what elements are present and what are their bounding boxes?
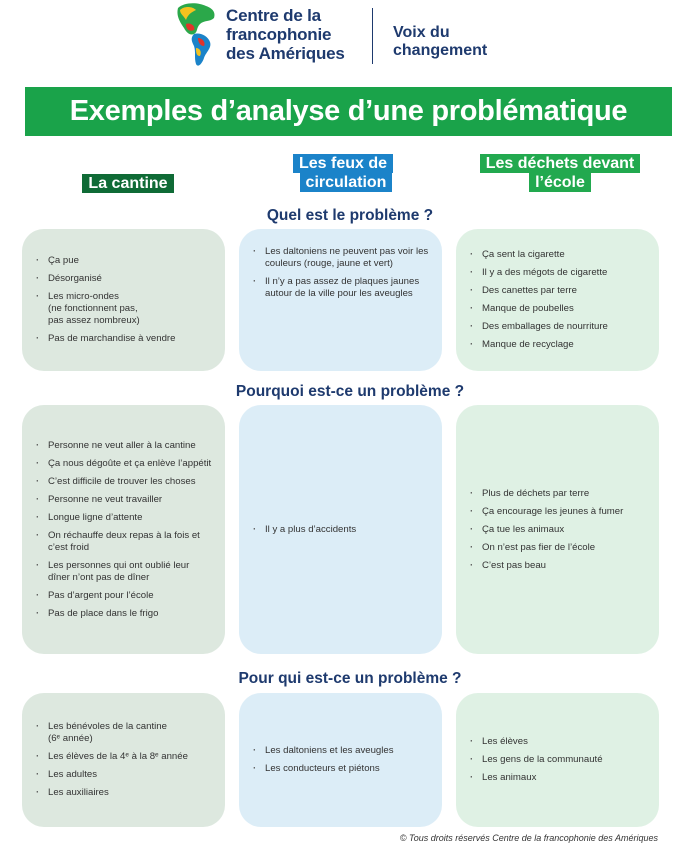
- list-item: · Personne ne veut aller à la cantine: [48, 440, 213, 452]
- list-item: · Ça sent la cigarette: [482, 249, 647, 261]
- list-item: · Les bénévoles de la cantine (6ᵉ année): [48, 721, 213, 745]
- list-item: · Ça tue les animaux: [482, 524, 647, 536]
- list-item: · Les élèves: [482, 736, 647, 748]
- list-item: · Les auxiliaires: [48, 787, 213, 799]
- cell-box: [456, 229, 659, 371]
- cell-box: [22, 229, 225, 371]
- list-item: · Pas de place dans le frigo: [48, 608, 213, 620]
- section-question-3: Pour qui est-ce un problème ?: [238, 670, 462, 687]
- section-question-2: Pourquoi est-ce un problème ?: [235, 383, 465, 400]
- list-item: · Il n’y a pas assez de plaques jaunes autour de la ville pour les aveugles: [265, 276, 430, 300]
- page-title: Exemples d’analyse d’une problématique: [25, 87, 672, 136]
- program-name: [393, 24, 487, 60]
- column-label: Les déchets devant l’école: [480, 154, 641, 192]
- header: [0, 0, 700, 80]
- list-item: · Les gens de la communauté: [482, 754, 647, 766]
- bullet-list: [48, 255, 213, 345]
- list-item: · Les conducteurs et piétons: [265, 763, 430, 775]
- bullet-list: [265, 524, 430, 536]
- list-item: · Les daltoniens ne peuvent pas voir les couleurs (rouge, jaune et vert): [265, 246, 430, 270]
- list-item: · Ça nous dégoûte et ça enlève l’appétit: [48, 458, 213, 470]
- list-item: · Les micro-ondes (ne fonctionnent pas, pas assez nombreux): [48, 291, 213, 327]
- column-header-dechets: [470, 154, 650, 192]
- list-item: · Manque de recyclage: [482, 339, 647, 351]
- cell-box: [239, 693, 442, 827]
- section-question-1: Quel est le problème ?: [266, 207, 434, 224]
- bullet-list: [265, 246, 430, 300]
- column-label: Les feux de circulation: [293, 154, 393, 192]
- cell-box: [456, 693, 659, 827]
- list-item: · Désorganisé: [48, 273, 213, 285]
- list-item: · Des canettes par terre: [482, 285, 647, 297]
- program-line-1: Voix du: [393, 24, 450, 41]
- bullet-list: [482, 488, 647, 572]
- column-label: La cantine: [82, 174, 173, 193]
- list-item: · Les personnes qui ont oublié leur dîner n’ont pas de dîner: [48, 560, 213, 584]
- list-item: · Pas de marchandise à vendre: [48, 333, 213, 345]
- list-item: · On réchauffe deux repas à la fois et c’est froid: [48, 530, 213, 554]
- list-item: · Manque de poubelles: [482, 303, 647, 315]
- list-item: · Longue ligne d’attente: [48, 512, 213, 524]
- cell-box: [22, 693, 225, 827]
- bullet-list: [265, 745, 430, 775]
- list-item: · Des emballages de nourriture: [482, 321, 647, 333]
- list-item: · Les daltoniens et les aveugles: [265, 745, 430, 757]
- cell-box: [22, 405, 225, 654]
- column-header-feux: [256, 154, 436, 192]
- bullet-list: [482, 249, 647, 351]
- cell-box: [456, 405, 659, 654]
- list-item: · Les élèves de la 4ᵉ à la 8ᵉ année: [48, 751, 213, 763]
- list-item: · Personne ne veut travailler: [48, 494, 213, 506]
- bullet-list: [48, 440, 213, 620]
- list-item: · C’est difficile de trouver les choses: [48, 476, 213, 488]
- list-item: · C’est pas beau: [482, 560, 647, 572]
- bullet-list: [482, 736, 647, 784]
- header-divider: [372, 8, 373, 64]
- list-item: · Plus de déchets par terre: [482, 488, 647, 500]
- org-line-1: Centre de la: [226, 6, 321, 25]
- list-item: · Les animaux: [482, 772, 647, 784]
- organization-name: [226, 6, 345, 63]
- org-line-2: francophonie: [226, 25, 332, 44]
- list-item: · Il y a des mégots de cigarette: [482, 267, 647, 279]
- cell-box: [239, 229, 442, 371]
- column-header-cantine: [38, 174, 218, 193]
- cell-box: [239, 405, 442, 654]
- list-item: · Les adultes: [48, 769, 213, 781]
- list-item: · On n’est pas fier de l’école: [482, 542, 647, 554]
- copyright-footer: © Tous droits réservés Centre de la francophonie des Amériques: [399, 833, 658, 843]
- americas-logo-icon: [174, 2, 220, 68]
- list-item: · Ça pue: [48, 255, 213, 267]
- bullet-list: [48, 721, 213, 799]
- list-item: · Ça encourage les jeunes à fumer: [482, 506, 647, 518]
- list-item: · Pas d’argent pour l’école: [48, 590, 213, 602]
- list-item: · Il y a plus d’accidents: [265, 524, 430, 536]
- program-line-2: changement: [393, 42, 488, 59]
- org-line-3: des Amériques: [226, 44, 345, 63]
